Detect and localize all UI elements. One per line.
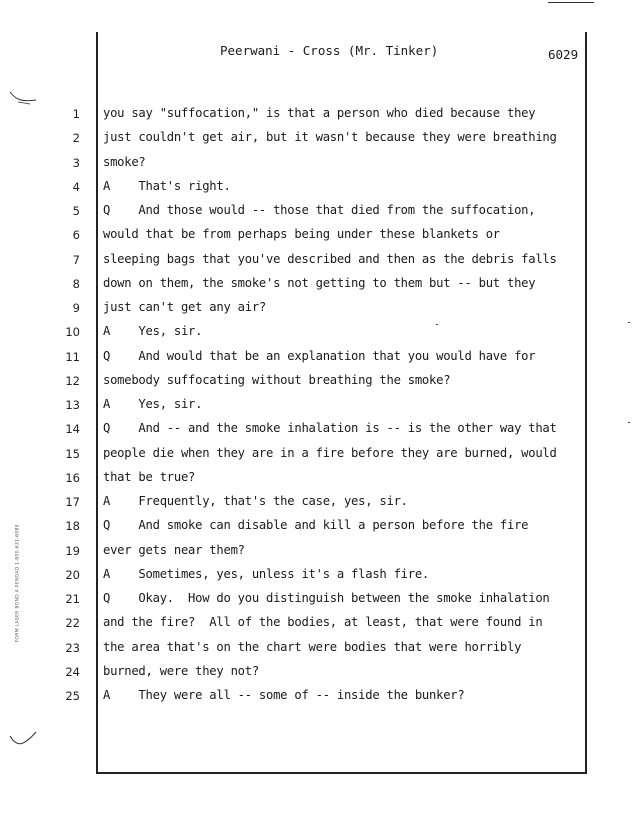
transcript-line: A They were all -- some of -- inside the bunker?	[103, 688, 465, 702]
scan-speck	[436, 324, 438, 325]
line-number: 10	[65, 325, 80, 340]
transcript-line: and the fire? All of the bodies, at least, that were found in	[103, 615, 543, 630]
transcript-line: would that be from perhaps being under these blankets or	[103, 227, 500, 242]
transcript-line: Q And would that be an explanation that you would have for	[103, 348, 536, 363]
transcript-line: down on them, the smoke's not getting to them but -- but they	[103, 275, 536, 290]
line-number: 23	[65, 640, 80, 655]
line-number: 24	[65, 664, 80, 679]
transcript-line: burned, were they not?	[103, 663, 259, 678]
line-number: 22	[65, 616, 80, 631]
line-number: 19	[65, 543, 80, 558]
transcript-line: smoke?	[103, 154, 146, 169]
transcript-line: that be true?	[103, 469, 196, 484]
line-number: 17	[65, 495, 80, 509]
line-number: 9	[72, 301, 80, 315]
line-number: 21	[65, 592, 80, 606]
transcript-line: Q And -- and the smoke inhalation is -- is the other way that	[103, 421, 557, 436]
line-number: 6	[72, 228, 80, 243]
transcript-line: somebody suffocating without breathing the smoke?	[103, 372, 451, 387]
line-number: 8	[72, 276, 80, 291]
transcript-line: A Yes, sir.	[103, 397, 203, 411]
scan-speck	[628, 322, 630, 323]
page-number: 6029	[548, 47, 579, 62]
margin-tick-mark-bottom	[8, 728, 38, 752]
form-caption: FORM LASER BOND A PENGAD 1-800-631-6989	[15, 524, 21, 643]
transcript-line: Q And smoke can disable and kill a person before the fire	[103, 518, 529, 533]
transcript-line: A Yes, sir.	[103, 324, 203, 339]
page-header-title: Peerwani - Cross (Mr. Tinker)	[220, 43, 439, 58]
line-number: 4	[72, 179, 80, 194]
transcript-line: A Sometimes, yes, unless it's a flash fire.	[103, 566, 430, 581]
scan-speck	[628, 422, 630, 423]
transcript-line: just can't get any air?	[103, 300, 267, 314]
transcript-line: A Frequently, that's the case, yes, sir.	[103, 494, 408, 508]
transcript-line: Q And those would -- those that died from the suffocation,	[103, 203, 536, 217]
transcript-line: ever gets near them?	[103, 542, 245, 557]
margin-tick-mark-top	[8, 88, 38, 110]
top-rule	[548, 2, 594, 3]
transcript-line: Q Okay. How do you distinguish between the smoke inhalation	[103, 591, 550, 605]
line-number: 15	[65, 446, 80, 461]
line-number: 18	[65, 519, 80, 534]
transcript-line: you say "suffocation," is that a person who died because they	[103, 106, 536, 120]
line-number: 3	[72, 155, 80, 170]
transcript-line: sleeping bags that you've described and then as the debris falls	[103, 251, 557, 266]
line-number: 11	[65, 349, 80, 364]
line-number: 14	[65, 422, 80, 437]
line-number: 13	[65, 398, 80, 412]
line-number: 1	[72, 107, 80, 121]
line-number: 16	[65, 470, 80, 485]
transcript-line: the area that's on the chart were bodies that were horribly	[103, 639, 522, 654]
line-number: 7	[72, 252, 80, 267]
line-number: 5	[72, 204, 80, 218]
transcript-line: just couldn't get air, but it wasn't because they were breathing	[103, 130, 557, 145]
line-number: 2	[72, 131, 80, 146]
transcript-line: people die when they are in a fire before they are burned, would	[103, 445, 557, 460]
line-number: 20	[65, 567, 80, 582]
line-number: 12	[65, 373, 80, 388]
line-number: 25	[65, 689, 80, 703]
transcript-line: A That's right.	[103, 178, 231, 193]
